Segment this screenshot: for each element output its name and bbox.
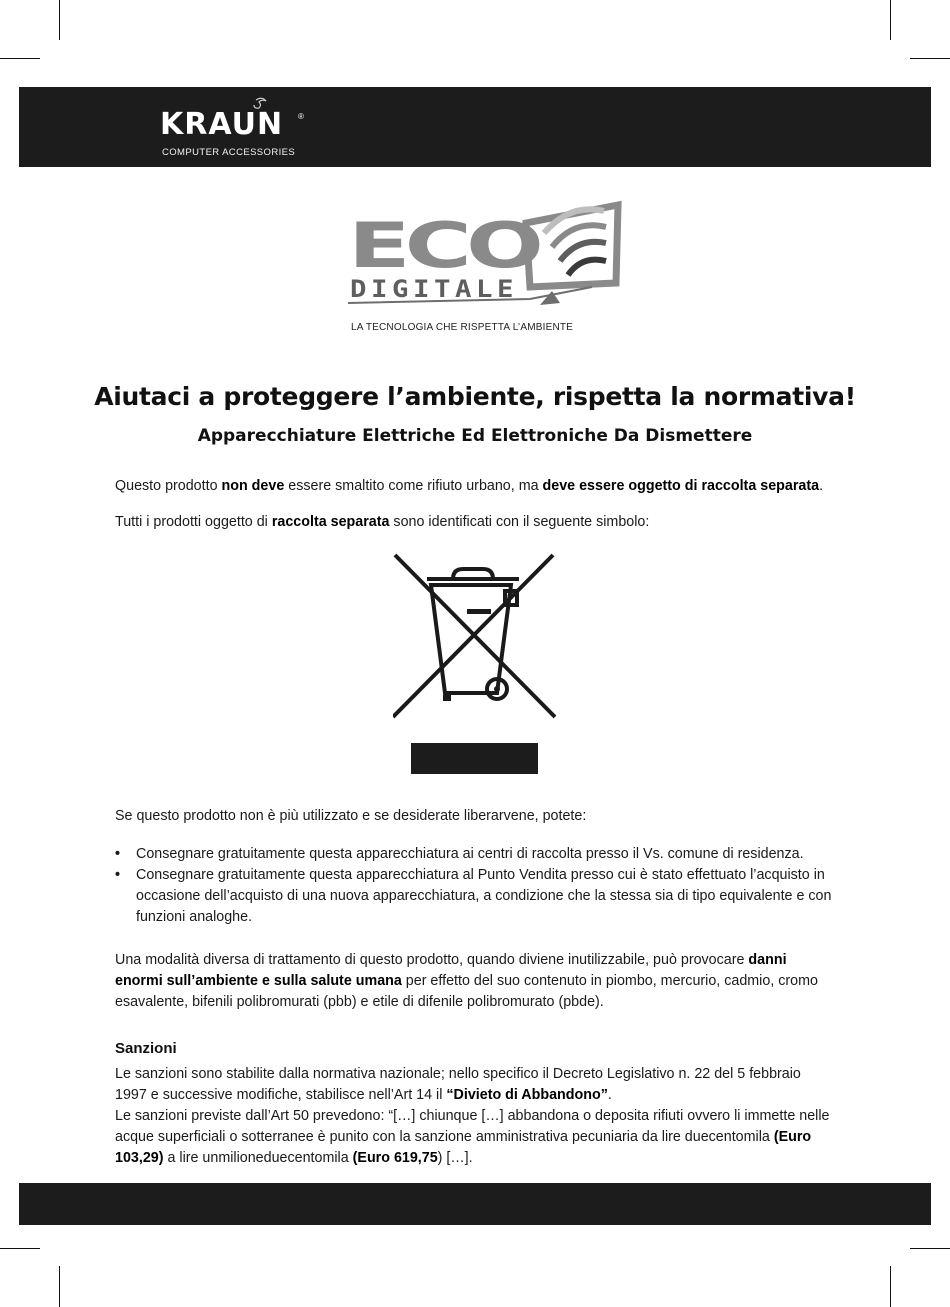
crop-mark <box>0 1248 40 1249</box>
disposal-list <box>115 844 835 928</box>
crop-mark <box>910 1248 950 1249</box>
registered-mark: ® <box>298 112 304 121</box>
sanzioni-heading: Sanzioni <box>115 1040 177 1057</box>
digitale-text: DIGITALE <box>350 275 518 303</box>
list-item: • Consegnare gratuitamente questa apparecchiatura al Punto Vendita presso cui è stato effettuato l’acquisto in occasione dell’acquisto di una nuova apparecchiatura, a condizione che la stessa sia di tipo equivalente e con funzioni analoghe. <box>115 865 835 928</box>
crop-mark <box>59 0 60 40</box>
sanzioni-paragraph-2: Le sanzioni previste dall’Art 50 prevedono: “[…] chiunque […] abbandona o deposita rifiuti ovvero li immette nelle acque superficiali o sotterranee è punito con la sanzione amministrativa pecuniaria da lire duecentomila (Euro 103,29) a lire unmilioneduecentomila (Euro 619,75) […]. <box>115 1108 830 1166</box>
brand-subtitle: COMPUTER ACCESSORIES <box>162 147 296 158</box>
crop-mark <box>890 1266 891 1307</box>
weee-crossed-bin-icon <box>393 551 563 721</box>
marking-bar <box>411 743 538 774</box>
crop-mark <box>59 1266 60 1307</box>
eco-digitale-logo <box>330 195 630 320</box>
eco-text: ECO <box>348 209 540 282</box>
list-item: • Consegnare gratuitamente questa apparecchiatura ai centri di raccolta presso il Vs. comune di residenza. <box>115 844 835 865</box>
crop-mark <box>890 0 891 40</box>
page-subtitle: Apparecchiature Elettriche Ed Elettroniche Da Dismettere <box>197 426 753 446</box>
sanzioni-paragraph-1: Le sanzioni sono stabilite dalla normativa nazionale; nello specifico il Decreto Legislativo n. 22 del 5 febbraio 1997 e successive modifiche, stabilisce nell’Art 14 il “Divieto di Abbandono”. <box>115 1066 801 1103</box>
warning-paragraph: Una modalità diversa di trattamento di questo prodotto, quando diviene inutilizzabile, può provocare danni enormi sull’ambiente e sulla salute umana per effetto del suo contenuto in piombo, mercurio, cadmio, cromo esavalente, bifenili polibromurati (pbb) e etile di difenile polibromurato (pbde). <box>115 952 818 1010</box>
brand-name: KRAUN <box>160 107 284 142</box>
header-bar <box>19 87 931 167</box>
eco-tagline: LA TECNOLOGIA CHE RISPETTA L’AMBIENTE <box>350 322 574 333</box>
disposal-lead: Se questo prodotto non è più utilizzato e se desiderate liberarvene, potete: <box>115 808 587 824</box>
intro-paragraph-2: Tutti i prodotti oggetto di raccolta separata sono identificati con il seguente simbolo: <box>115 514 650 530</box>
footer-bar <box>19 1183 931 1225</box>
intro-paragraph-1: Questo prodotto non deve essere smaltito come rifiuto urbano, ma deve essere oggetto di raccolta separata. <box>115 478 824 494</box>
crop-mark <box>0 58 40 59</box>
page-title: Aiutaci a proteggere l’ambiente, rispetta la normativa! <box>94 382 856 411</box>
crop-mark <box>910 58 950 59</box>
